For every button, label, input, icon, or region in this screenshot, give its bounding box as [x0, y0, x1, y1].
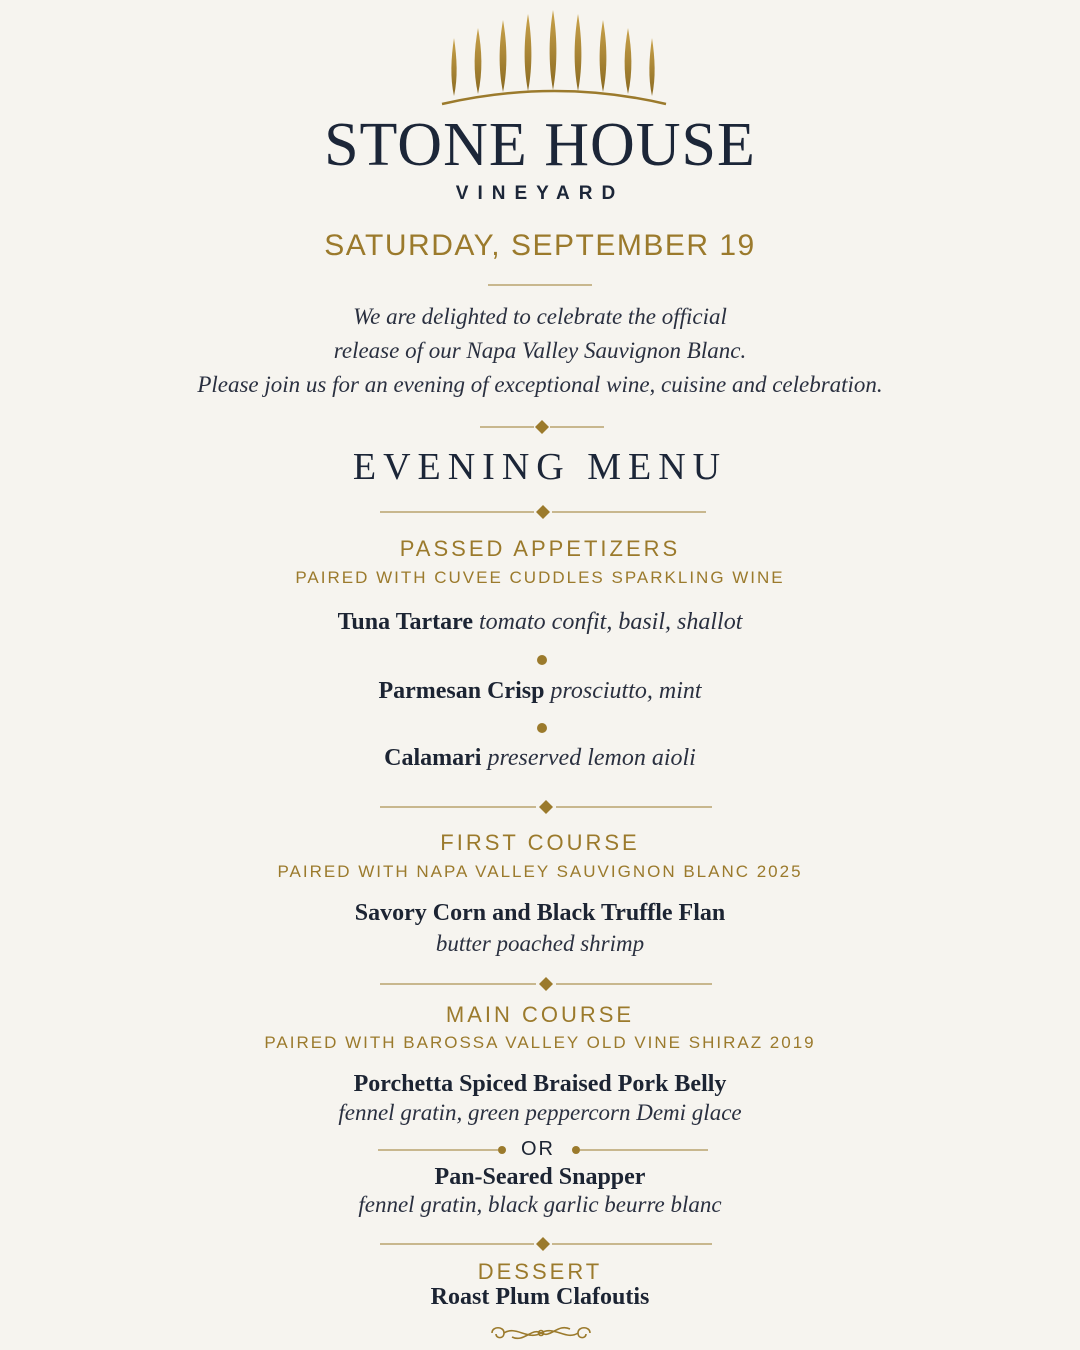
appetizer-item [0, 745, 1080, 772]
ornament-divider-1 [480, 418, 604, 436]
appetizer-item [0, 678, 1080, 705]
or-separator: OR [521, 1138, 555, 1160]
appetizers-title: PASSED APPETIZERS [399, 536, 681, 561]
date-underline [488, 283, 592, 287]
main-course-pairing: PAIRED WITH BAROSSA VALLEY OLD VINE SHIRAZ 2019 [264, 1033, 816, 1052]
main-option-2 [0, 1164, 1080, 1191]
first-course-desc: butter poached shrimp [435, 931, 645, 956]
main-course-title: MAIN COURSE [445, 1002, 635, 1027]
ornament-divider-3 [380, 798, 712, 816]
dish-desc: preserved lemon aioli [487, 745, 696, 771]
cypress-trees-logo [440, 8, 670, 108]
event-date: SATURDAY, SEPTEMBER 19 [324, 229, 756, 262]
dish-name: Porchetta Spiced Braised Pork Belly [353, 1071, 727, 1097]
intro-text [0, 300, 1080, 402]
appetizers-pairing: PAIRED WITH CUVEE CUDDLES SPARKLING WINE [295, 568, 785, 587]
dish-name: Pan-Seared Snapper [434, 1164, 646, 1190]
bullet-dot [537, 723, 547, 733]
dish-name: Savory Corn and Black Truffle Flan [354, 900, 726, 926]
dish-name: Calamari [384, 745, 482, 771]
ornament-divider-4 [380, 975, 712, 993]
dish-desc: prosciutto, mint [550, 678, 702, 704]
appetizer-item [0, 609, 1080, 636]
dish-desc: tomato confit, basil, shallot [479, 609, 743, 635]
menu-title: EVENING MENU [352, 446, 728, 488]
main-option-1-desc: fennel gratin, green peppercorn Demi glace [338, 1100, 742, 1125]
intro-line-1: We are delighted to celebrate the official [353, 304, 727, 329]
ornament-divider-5 [380, 1235, 712, 1253]
intro-line-2: release of our Napa Valley Sauvignon Blanc. [333, 338, 747, 363]
main-option-2-desc: fennel gratin, black garlic beurre blanc [358, 1192, 722, 1217]
first-course-title: FIRST COURSE [440, 830, 640, 855]
first-course-dish [0, 900, 1080, 927]
dish-name: Roast Plum Clafoutis [430, 1284, 650, 1310]
main-option-1 [0, 1071, 1080, 1098]
dish-name: Parmesan Crisp [378, 678, 545, 704]
dessert-dish [0, 1284, 1080, 1311]
dessert-title: DESSERT [477, 1259, 603, 1284]
dish-name: Tuna Tartare [337, 609, 474, 635]
brand-name: STONE HOUSE [324, 111, 756, 179]
intro-line-3: Please join us for an evening of exceptional wine, cuisine and celebration. [197, 372, 883, 397]
first-course-pairing: PAIRED WITH NAPA VALLEY SAUVIGNON BLANC 2025 [277, 862, 803, 881]
flourish-ornament [482, 1322, 600, 1344]
bullet-dot [537, 655, 547, 665]
ornament-divider-2 [380, 503, 706, 521]
brand-subtitle: VINEYARD [455, 183, 625, 204]
